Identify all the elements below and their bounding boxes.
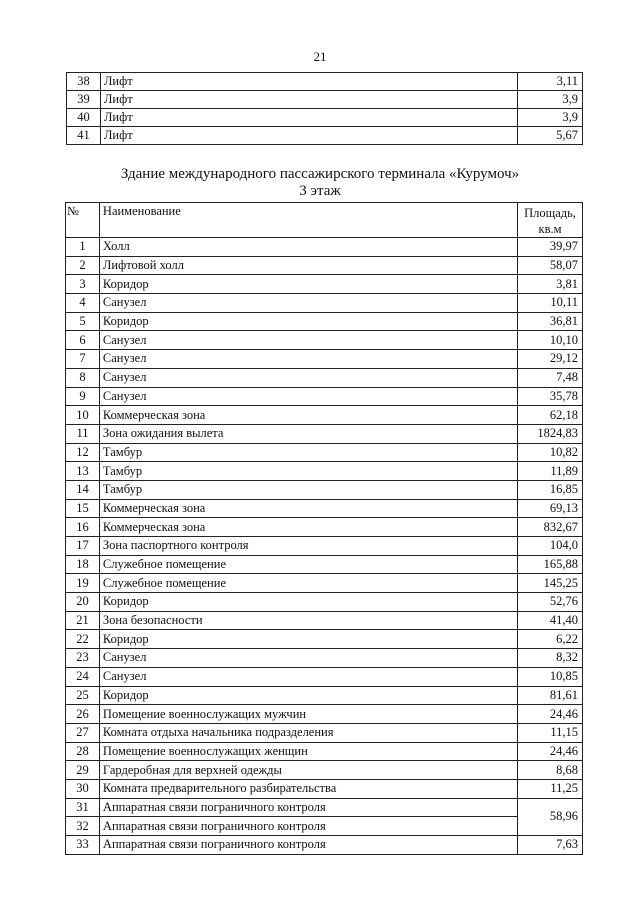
table-row	[66, 630, 583, 649]
row-number: 10	[66, 406, 100, 425]
table-row	[66, 443, 583, 462]
table-row	[66, 761, 583, 780]
row-number: 41	[67, 127, 101, 145]
row-number: 23	[66, 649, 100, 668]
row-number: 17	[66, 537, 100, 556]
row-number: 33	[66, 836, 100, 855]
row-number: 2	[66, 256, 100, 275]
merged-row-area: 58,96	[518, 798, 583, 835]
row-name: Тамбур	[99, 480, 517, 499]
row-number: 9	[66, 387, 100, 406]
continued-rooms-table	[66, 72, 583, 145]
row-area: 3,81	[518, 275, 583, 294]
header-area-line2: кв.м	[538, 222, 562, 236]
continued-rooms-body	[67, 73, 583, 145]
table-row	[66, 779, 583, 798]
row-area: 10,10	[518, 331, 583, 350]
row-number: 40	[67, 109, 101, 127]
row-name: Лифт	[100, 109, 517, 127]
row-name: Служебное помещение	[99, 574, 517, 593]
row-name: Аппаратная связи пограничного контроля	[99, 817, 517, 836]
row-name: Гардеробная для верхней одежды	[99, 761, 517, 780]
row-number: 24	[66, 667, 100, 686]
row-number: 31	[66, 798, 100, 817]
table-row	[66, 368, 583, 387]
header-area-line1: Площадь,	[524, 206, 576, 220]
row-name: Санузел	[99, 368, 517, 387]
table-row	[66, 275, 583, 294]
row-area: 104,0	[518, 537, 583, 556]
row-number: 4	[66, 294, 100, 313]
row-name: Лифт	[100, 91, 517, 109]
table-header-row	[66, 203, 583, 238]
table-row	[66, 499, 583, 518]
table-row	[66, 480, 583, 499]
row-name: Лифтовой холл	[99, 256, 517, 275]
row-area: 11,89	[518, 462, 583, 481]
row-area: 7,63	[518, 836, 583, 855]
row-area: 7,48	[518, 368, 583, 387]
row-area: 16,85	[518, 480, 583, 499]
row-number: 5	[66, 312, 100, 331]
row-name: Лифт	[100, 127, 517, 145]
row-name: Коридор	[99, 630, 517, 649]
table-row	[66, 238, 583, 257]
table-row	[66, 350, 583, 369]
header-number: №	[66, 203, 100, 238]
row-area: 35,78	[518, 387, 583, 406]
row-area: 5,67	[518, 127, 583, 145]
table-row	[66, 555, 583, 574]
row-number: 30	[66, 779, 100, 798]
row-area: 3,9	[518, 91, 583, 109]
row-name: Тамбур	[99, 462, 517, 481]
row-name: Санузел	[99, 294, 517, 313]
table-row	[67, 73, 583, 91]
row-area: 8,68	[518, 761, 583, 780]
row-name: Лифт	[100, 73, 517, 91]
row-number: 16	[66, 518, 100, 537]
row-area: 24,46	[518, 705, 583, 724]
row-number: 21	[66, 611, 100, 630]
table-row	[67, 91, 583, 109]
row-area: 41,40	[518, 611, 583, 630]
row-area: 8,32	[518, 649, 583, 668]
row-name: Зона безопасности	[99, 611, 517, 630]
row-number: 29	[66, 761, 100, 780]
header-name: Наименование	[99, 203, 517, 238]
table-row	[66, 836, 583, 855]
row-area: 11,15	[518, 723, 583, 742]
row-area: 10,82	[518, 443, 583, 462]
table-row	[66, 331, 583, 350]
table-row	[66, 312, 583, 331]
table-row	[66, 256, 583, 275]
row-name: Коммерческая зона	[99, 406, 517, 425]
row-name: Аппаратная связи пограничного контроля	[99, 836, 517, 855]
row-name: Коридор	[99, 593, 517, 612]
table-row	[66, 294, 583, 313]
row-area: 6,22	[518, 630, 583, 649]
row-area: 29,12	[518, 350, 583, 369]
table-row	[66, 723, 583, 742]
row-name: Коридор	[99, 275, 517, 294]
row-area: 62,18	[518, 406, 583, 425]
row-name: Санузел	[99, 649, 517, 668]
row-name: Служебное помещение	[99, 555, 517, 574]
row-area: 81,61	[518, 686, 583, 705]
table-row	[66, 387, 583, 406]
row-area: 52,76	[518, 593, 583, 612]
row-number: 12	[66, 443, 100, 462]
table-row	[66, 705, 583, 724]
row-name: Коридор	[99, 312, 517, 331]
row-area: 11,25	[518, 779, 583, 798]
table-row	[66, 537, 583, 556]
row-number: 13	[66, 462, 100, 481]
rooms-table-body	[66, 203, 583, 855]
row-name: Коммерческая зона	[99, 499, 517, 518]
row-number: 38	[67, 73, 101, 91]
header-area	[518, 203, 583, 238]
table-row	[66, 424, 583, 443]
row-area: 39,97	[518, 238, 583, 257]
row-name: Комната предварительного разбирательства	[99, 779, 517, 798]
table-row	[66, 518, 583, 537]
row-number: 14	[66, 480, 100, 499]
row-number: 39	[67, 91, 101, 109]
row-number: 20	[66, 593, 100, 612]
row-number: 8	[66, 368, 100, 387]
table-row	[66, 742, 583, 761]
row-area: 36,81	[518, 312, 583, 331]
row-name: Помещение военнослужащих мужчин	[99, 705, 517, 724]
table-row	[66, 406, 583, 425]
row-number: 1	[66, 238, 100, 257]
row-name: Санузел	[99, 667, 517, 686]
row-area: 1824,83	[518, 424, 583, 443]
row-name: Коридор	[99, 686, 517, 705]
row-name: Коммерческая зона	[99, 518, 517, 537]
row-number: 18	[66, 555, 100, 574]
table-row	[66, 667, 583, 686]
table-row	[66, 593, 583, 612]
row-name: Зона паспортного контроля	[99, 537, 517, 556]
row-number: 11	[66, 424, 100, 443]
row-area: 3,9	[518, 109, 583, 127]
table-row	[66, 686, 583, 705]
row-number: 7	[66, 350, 100, 369]
row-number: 6	[66, 331, 100, 350]
table-row	[67, 127, 583, 145]
row-number: 22	[66, 630, 100, 649]
row-area: 10,11	[518, 294, 583, 313]
row-number: 26	[66, 705, 100, 724]
row-name: Санузел	[99, 387, 517, 406]
row-name: Аппаратная связи пограничного контроля	[99, 798, 517, 817]
row-area: 69,13	[518, 499, 583, 518]
table-row	[67, 109, 583, 127]
building-title: Здание международного пассажирского терминала «Курумоч»	[120, 166, 520, 182]
rooms-table	[65, 202, 583, 855]
row-number: 19	[66, 574, 100, 593]
row-area: 165,88	[518, 555, 583, 574]
row-number: 28	[66, 742, 100, 761]
row-name: Санузел	[99, 331, 517, 350]
row-name: Зона ожидания вылета	[99, 424, 517, 443]
row-number: 27	[66, 723, 100, 742]
page-number: 21	[313, 49, 327, 64]
floor-title: 3 этаж	[299, 183, 341, 199]
row-area: 24,46	[518, 742, 583, 761]
table-row	[66, 649, 583, 668]
row-name: Комната отдыха начальника подразделения	[99, 723, 517, 742]
row-area: 10,85	[518, 667, 583, 686]
row-number: 32	[66, 817, 100, 836]
row-area: 58,07	[518, 256, 583, 275]
row-area: 145,25	[518, 574, 583, 593]
row-number: 15	[66, 499, 100, 518]
row-name: Холл	[99, 238, 517, 257]
row-area: 832,67	[518, 518, 583, 537]
row-name: Помещение военнослужащих женщин	[99, 742, 517, 761]
row-name: Тамбур	[99, 443, 517, 462]
table-row	[66, 611, 583, 630]
row-name: Санузел	[99, 350, 517, 369]
table-row	[66, 462, 583, 481]
table-row	[66, 798, 583, 817]
row-area: 3,11	[518, 73, 583, 91]
table-row	[66, 574, 583, 593]
table-row	[66, 817, 583, 836]
row-number: 3	[66, 275, 100, 294]
row-number: 25	[66, 686, 100, 705]
